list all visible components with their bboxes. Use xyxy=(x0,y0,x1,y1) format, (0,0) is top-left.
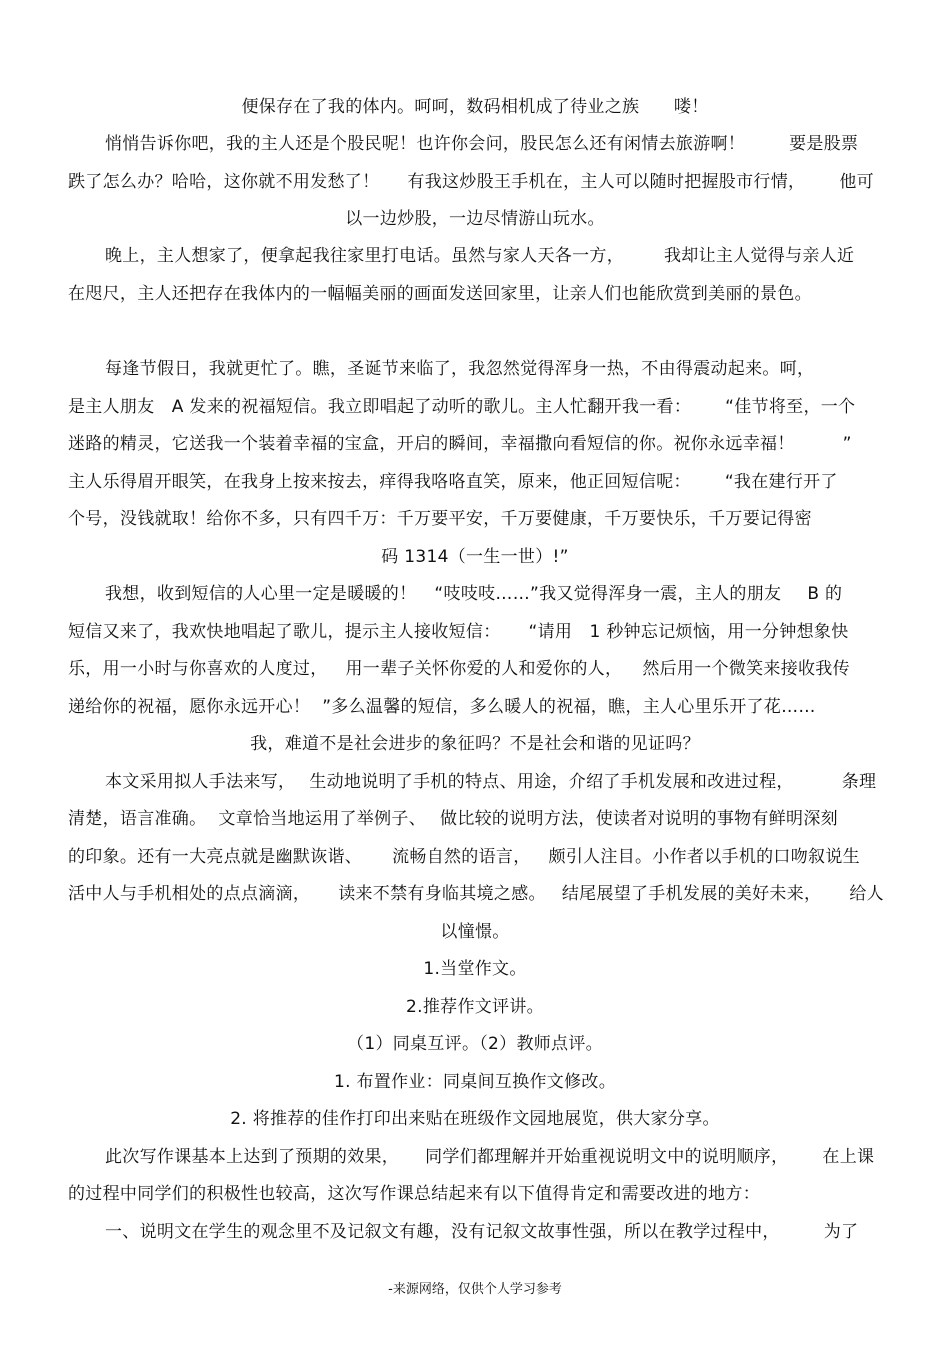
text-line: 码 1314（一生一世）!” xyxy=(381,547,569,567)
footer-note: -来源网络，仅供个人学习参考 xyxy=(388,1282,562,1297)
text-line: 悄悄告诉你吧，我的主人还是个股民呢！也许你会问，股民怎么还有闲情去旅游啊！ 要是股票 xyxy=(105,134,859,154)
text-line: 1.当堂作文。 xyxy=(423,959,527,979)
text-line: 本文采用拟人手法来写， 生动地说明了手机的特点、用途，介绍了手机发展和改进过程， 条理 xyxy=(105,772,877,792)
text-line: 跌了怎么办？哈哈，这你就不用发愁了！ 有我这炒股王手机在，主人可以随时把握股市行情， 他可 xyxy=(68,172,874,192)
text-line: 活中人与手机相处的点点滴滴， 读来不禁有身临其境之感。 结尾展望了手机发展的美好未来， 给人 xyxy=(68,884,884,904)
text-line: 1. 布置作业：同桌间互换作文修改。 xyxy=(333,1072,617,1092)
text-line: （1）同桌互评。（2）教师点评。 xyxy=(347,1034,603,1054)
text-line: 是主人朋友 A 发来的祝福短信。我立即唱起了动听的歌儿。主人忙翻开我一看： “佳节将至，一个 xyxy=(68,397,856,417)
text-line: 乐，用一小时与你喜欢的人度过， 用一辈子关怀你爱的人和爱你的人， 然后用一个微笑来接收我传 xyxy=(68,659,850,679)
text-line: 的印象。还有一大亮点就是幽默诙谐、 流畅自然的语言， 颇引人注目。小作者以手机的口吻叙说生 xyxy=(68,847,860,867)
text-line: 清楚，语言准确。 文章恰当地运用了举例子、 做比较的说明方法，使读者对说明的事物有鲜明深刻 xyxy=(68,809,838,829)
text-line: 以一边炒股，一边尽情游山玩水。 xyxy=(345,209,605,229)
text-line: 我想，收到短信的人心里一定是暖暖的！ “吱吱吱……”我又觉得浑身一震，主人的朋友 B 的 xyxy=(105,584,843,604)
text-line: 个号，没钱就取！给你不多，只有四千万：千万要平安，千万要健康，千万要快乐，千万要记得密 xyxy=(68,509,812,529)
text-line: 便保存在了我的体内。呵呵，数码相机成了待业之族 喽！ xyxy=(241,97,709,117)
text-line: 在咫尺，主人还把存在我体内的一幅幅美丽的画面发送回家里，让亲人们也能欣赏到美丽的景色。 xyxy=(68,284,812,304)
text-line: 主人乐得眉开眼笑，在我身上按来按去，痒得我咯咯直笑，原来，他正回短信呢： “我在建行开了 xyxy=(68,472,838,492)
text-line: 此次写作课基本上达到了预期的效果， 同学们都理解并开始重视说明文中的说明顺序， 在上课 xyxy=(105,1147,875,1167)
text-line: 迷路的精灵，它送我一个装着幸福的宝盒，开启的瞬间，幸福撒向看短信的你。祝你永远幸福！ ” xyxy=(68,434,852,454)
text-line: 2. 将推荐的佳作打印出来贴在班级作文园地展览，供大家分享。 xyxy=(230,1109,720,1129)
text-line: 以憧憬。 xyxy=(440,922,510,942)
text-line: 2.推荐作文评讲。 xyxy=(406,997,544,1017)
text-line: 晚上，主人想家了，便拿起我往家里打电话。虽然与家人天各一方， 我却让主人觉得与亲人近 xyxy=(105,246,855,266)
text-line: 每逢节假日，我就更忙了。瞧，圣诞节来临了，我忽然觉得浑身一热，不由得震动起来。呵， xyxy=(105,359,815,379)
text-line: 递给你的祝福，愿你永远开心！ ”多么温馨的短信，多么暖人的祝福，瞧，主人心里乐开了花…… xyxy=(68,697,816,717)
text-line: 我，难道不是社会进步的象征吗？不是社会和谐的见证吗？ xyxy=(250,734,700,754)
text-line: 一、说明文在学生的观念里不及记叙文有趣，没有记叙文故事性强，所以在教学过程中， 为了 xyxy=(105,1222,859,1242)
text-line: 的过程中同学们的积极性也较高，这次写作课总结起来有以下值得肯定和需要改进的地方： xyxy=(68,1184,760,1204)
text-line: 短信又来了，我欢快地唱起了歌儿，提示主人接收短信： “请用 1 秒钟忘记烦恼，用一分钟想象快 xyxy=(68,622,849,642)
